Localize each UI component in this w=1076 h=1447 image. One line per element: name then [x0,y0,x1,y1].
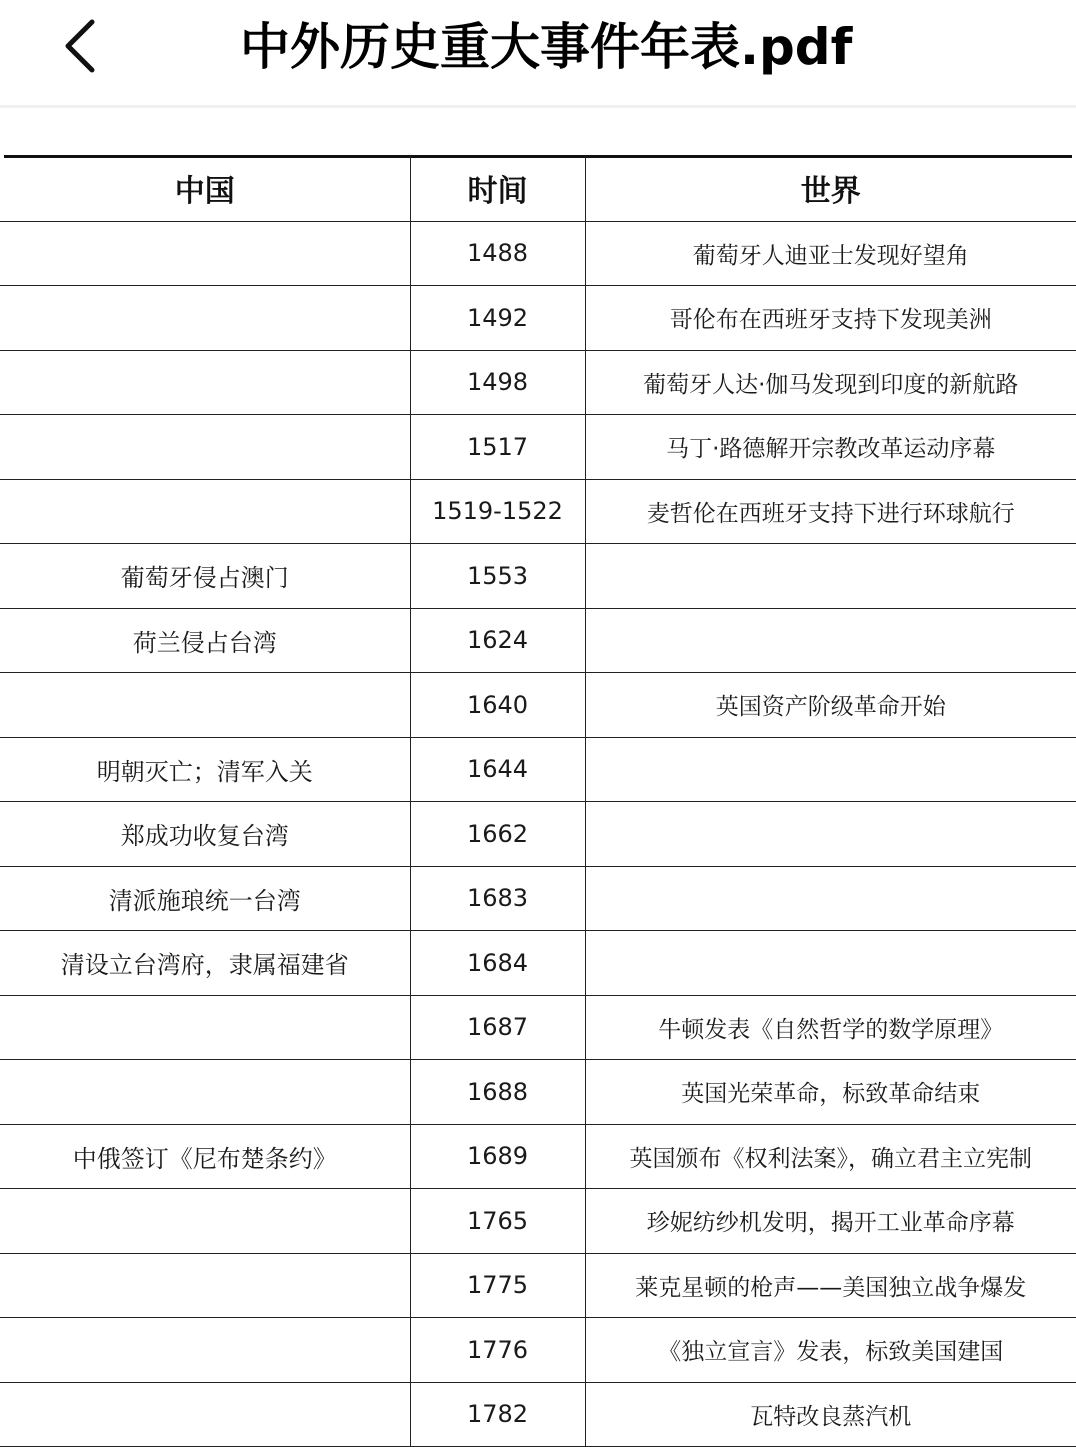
cell-china: 荷兰侵占台湾 [0,608,410,673]
cell-world: 麦哲伦在西班牙支持下进行环球航行 [585,479,1076,544]
cell-world: 莱克星顿的枪声——美国独立战争爆发 [585,1253,1076,1318]
table-row [0,1318,1076,1383]
cell-world: 葡萄牙人迪亚士发现好望角 [585,221,1076,286]
cell-time: 1782 [410,1382,585,1447]
table-row [0,608,1076,673]
cell-time: 1688 [410,1060,585,1125]
cell-time: 1517 [410,415,585,480]
table-row [0,350,1076,415]
chevron-left-icon [60,16,100,76]
document-title: 中外历史重大事件年表.pdf [240,18,853,76]
cell-china [0,479,410,544]
table-row [0,931,1076,996]
cell-world: 《独立宣言》发表，标致美国建国 [585,1318,1076,1383]
table-row [0,995,1076,1060]
cell-china [0,1189,410,1254]
table-row [0,1382,1076,1447]
cell-time: 1687 [410,995,585,1060]
cell-time: 1624 [410,608,585,673]
cell-china: 郑成功收复台湾 [0,802,410,867]
cell-time: 1492 [410,286,585,351]
cell-time: 1683 [410,866,585,931]
table-row [0,1060,1076,1125]
table-row [0,221,1076,286]
cell-china [0,673,410,738]
table-row [0,479,1076,544]
cell-world [585,931,1076,996]
cell-china [0,1253,410,1318]
cell-world: 哥伦布在西班牙支持下发现美洲 [585,286,1076,351]
table-body [0,221,1076,1447]
cell-china [0,995,410,1060]
cell-time: 1488 [410,221,585,286]
cell-world: 英国颁布《权利法案》，确立君主立宪制 [585,1124,1076,1189]
cell-world: 珍妮纺纱机发明，揭开工业革命序幕 [585,1189,1076,1254]
cell-world [585,608,1076,673]
cell-world: 瓦特改良蒸汽机 [585,1382,1076,1447]
cell-world: 马丁·路德解开宗教改革运动序幕 [585,415,1076,480]
cell-time: 1689 [410,1124,585,1189]
cell-china [0,1382,410,1447]
table-row [0,1124,1076,1189]
cell-world: 葡萄牙人达·伽马发现到印度的新航路 [585,350,1076,415]
cell-time: 1640 [410,673,585,738]
cell-time: 1553 [410,544,585,609]
table-row [0,1189,1076,1254]
cell-china [0,221,410,286]
document-page [0,155,1076,1447]
cell-world [585,866,1076,931]
cell-time: 1684 [410,931,585,996]
table-row [0,866,1076,931]
cell-china [0,415,410,480]
cell-world [585,544,1076,609]
table-header-row [0,155,1076,221]
cell-time: 1765 [410,1189,585,1254]
cell-world: 牛顿发表《自然哲学的数学原理》 [585,995,1076,1060]
table-row [0,673,1076,738]
cell-time: 1776 [410,1318,585,1383]
table-row [0,1253,1076,1318]
column-header-china: 中国 [0,155,410,221]
cell-world [585,737,1076,802]
cell-time: 1644 [410,737,585,802]
cell-time: 1519-1522 [410,479,585,544]
cell-china: 清派施琅统一台湾 [0,866,410,931]
cell-time: 1498 [410,350,585,415]
cell-time: 1775 [410,1253,585,1318]
column-header-time: 时间 [410,155,585,221]
cell-world [585,802,1076,867]
cell-china [0,1318,410,1383]
table-row [0,415,1076,480]
back-button[interactable] [44,6,116,86]
cell-china [0,350,410,415]
top-bar [0,0,1076,108]
table-row [0,802,1076,867]
cell-world: 英国资产阶级革命开始 [585,673,1076,738]
cell-time: 1662 [410,802,585,867]
table-row [0,737,1076,802]
cell-china: 中俄签订《尼布楚条约》 [0,1124,410,1189]
cell-china [0,286,410,351]
cell-china: 明朝灭亡；清军入关 [0,737,410,802]
cell-world: 英国光荣革命，标致革命结束 [585,1060,1076,1125]
history-timeline-table [0,155,1076,1447]
column-header-world: 世界 [585,155,1076,221]
cell-china [0,1060,410,1125]
table-row [0,286,1076,351]
cell-china: 葡萄牙侵占澳门 [0,544,410,609]
table-row [0,544,1076,609]
cell-china: 清设立台湾府，隶属福建省 [0,931,410,996]
